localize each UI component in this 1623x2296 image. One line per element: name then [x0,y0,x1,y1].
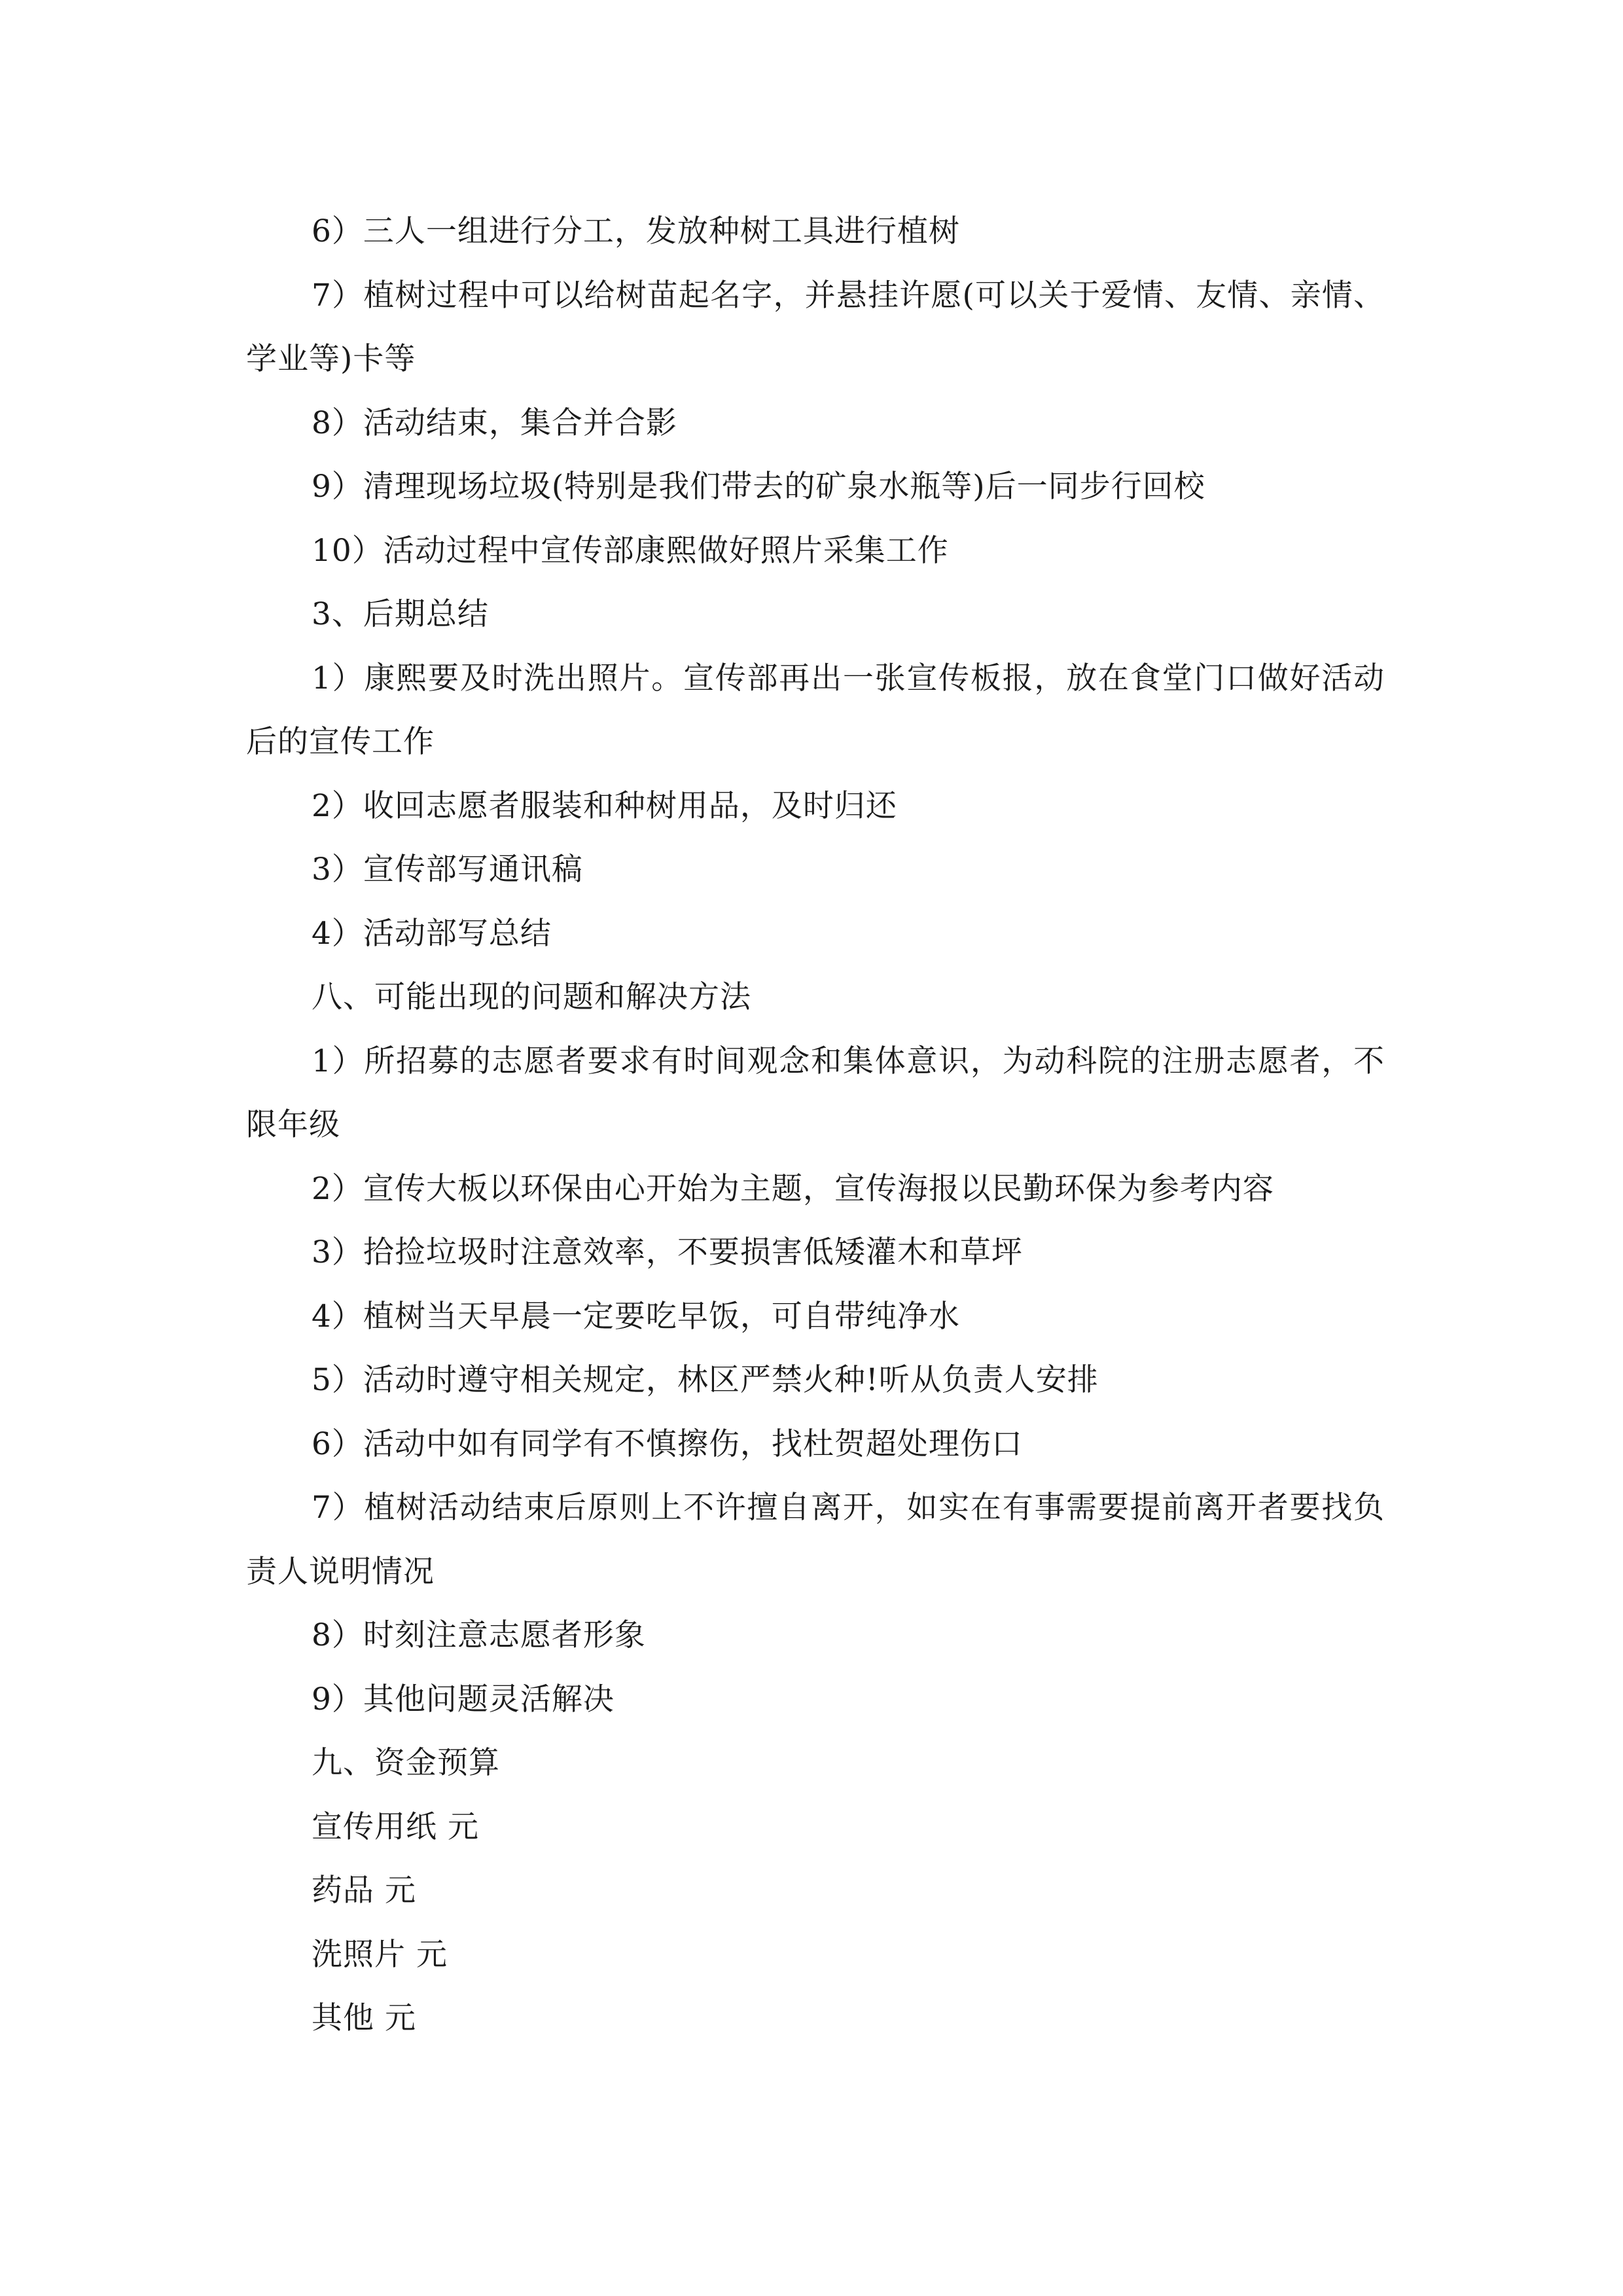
section-heading-summary: 3、后期总结 [312,596,489,632]
list-item-develop-photos: 1）康熙要及时洗出照片。宣传部再出一张宣传板报，放在食堂门口做好活动后的宣传工作 [246,660,1385,760]
list-item-volunteer-requirements: 1）所招募的志愿者要求有时间观念和集体意识，为动科院的注册志愿者，不限年级 [246,1043,1385,1143]
list-item-return-supplies: 2）收回志愿者服装和种树用品，及时归还 [312,787,897,824]
budget-item-paper: 宣传用纸 元 [312,1808,479,1845]
list-item-litter-pickup: 3）拾捡垃圾时注意效率，不要损害低矮灌木和草坪 [312,1234,1023,1270]
section-heading-problems: 八、可能出现的问题和解决方法 [312,979,751,1015]
list-item-first-aid: 6）活动中如有同学有不慎擦伤，找杜贺超处理伤口 [312,1426,1023,1462]
section-heading-budget: 九、资金预算 [312,1745,500,1781]
list-item-cleanup: 9）清理现场垃圾(特别是我们带去的矿泉水瓶等)后一同步行回校 [312,469,1205,505]
list-item-plant-grouping: 6）三人一组进行分工，发放种树工具进行植树 [312,213,960,249]
list-item-group-photo: 8）活动结束，集合并合影 [312,404,677,441]
list-item-naming-trees: 7）植树过程中可以给树苗起名字，并悬挂许愿(可以关于爱情、友情、亲情、学业等)卡等 [246,277,1385,377]
list-item-fire-rules: 5）活动时遵守相关规定，林区严禁火种!听从负责人安排 [312,1362,1099,1398]
budget-item-photos: 洗照片 元 [312,1936,448,1973]
budget-item-other: 其他 元 [312,2000,416,2036]
document-body [246,200,1385,2051]
budget-item-medicine: 药品 元 [312,1873,416,1909]
list-item-other-issues: 9）其他问题灵活解决 [312,1681,615,1717]
list-item-activity-summary: 4）活动部写总结 [312,915,552,952]
list-item-breakfast: 4）植树当天早晨一定要吃早饭，可自带纯净水 [312,1298,960,1335]
list-item-photo-collection: 10）活动过程中宣传部康熙做好照片采集工作 [312,532,949,569]
list-item-volunteer-image: 8）时刻注意志愿者形象 [312,1617,646,1653]
list-item-publicity-theme: 2）宣传大板以环保由心开始为主题，宣传海报以民勤环保为参考内容 [312,1170,1274,1207]
list-item-news-draft: 3）宣传部写通讯稿 [312,852,583,888]
list-item-leaving-rules: 7）植树活动结束后原则上不许擅自离开，如实在有事需要提前离开者要找负责人说明情况 [246,1490,1385,1590]
